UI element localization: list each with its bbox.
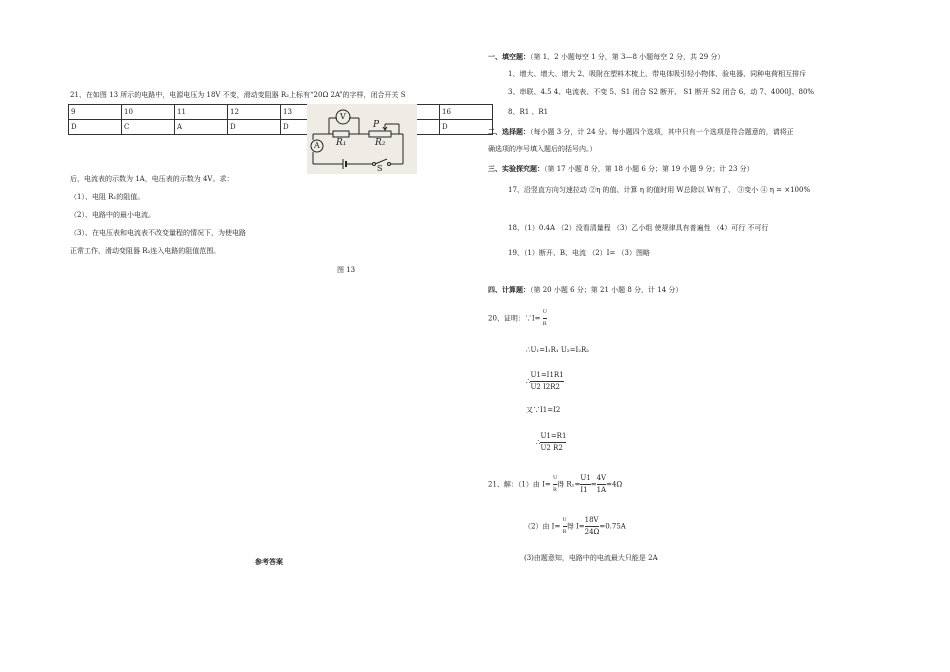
fraction-numerator: U1=I1R1 bbox=[530, 371, 563, 382]
table-cell: 11 bbox=[175, 105, 228, 120]
q20-line3 bbox=[526, 371, 564, 392]
section3-note: （第 17 小题 8 分，第 18 小题 6 分；第 19 小题 9 分；计 23 分） bbox=[544, 165, 754, 173]
fraction-denominator: 1A bbox=[596, 486, 607, 494]
fraction-denominator: R bbox=[562, 529, 567, 535]
q21-after: 后，电流表的示数为 1A，电压表的示数为 4V。求： bbox=[70, 175, 234, 183]
q18-answer: 18、（1）0.4A （2）没看清量程 （3）乙小组 使规律具有普遍性 （4）可行 不可行 bbox=[508, 224, 769, 232]
q20-line1 bbox=[488, 308, 547, 329]
section4-header bbox=[488, 285, 682, 295]
circuit-svg bbox=[307, 104, 417, 174]
q21-solution-1 bbox=[488, 474, 622, 495]
table-cell: D bbox=[228, 120, 281, 135]
slider-label: P bbox=[373, 120, 380, 130]
fraction-denominator: I1 bbox=[580, 486, 588, 494]
table-cell: 13 bbox=[281, 105, 334, 120]
section2-note2: 确选项的序号填入题后的括号内。） bbox=[488, 145, 597, 153]
answer-heading: 参考答案 bbox=[255, 557, 283, 566]
table-row bbox=[69, 120, 493, 135]
section2-header bbox=[488, 127, 794, 137]
fraction-numerator: U bbox=[563, 516, 567, 527]
section2-title: 二、选择题： bbox=[488, 127, 530, 136]
equals-sign: = bbox=[590, 480, 597, 489]
table-cell: 9 bbox=[69, 105, 122, 120]
q21-2-label: （2）由 I= bbox=[524, 522, 561, 531]
fraction-denominator: U2 I2R2 bbox=[530, 383, 560, 391]
q21-intro: 21、在如图 13 所示的电路中，电源电压为 18V 不变，滑动变阻器 R₂上标有“20Ω 2A”的字样，闭合开关 S bbox=[70, 91, 406, 99]
r1-label: R₁ bbox=[336, 138, 347, 148]
r2-label: R₂ bbox=[375, 138, 386, 148]
fraction-denominator: R bbox=[542, 321, 547, 327]
q21-solution-3: (3)由题意知，电路中的电流最大只能是 2A bbox=[524, 554, 658, 562]
u1-over-i1 bbox=[580, 474, 590, 495]
resistor-r1 bbox=[333, 131, 349, 137]
q21-part1: （1）、电阻 R₁的阻值。 bbox=[70, 193, 145, 201]
q21-2-mid: 得 I= bbox=[566, 522, 585, 531]
q21-2-result: =0.75A bbox=[599, 522, 626, 531]
fraction-numerator: U bbox=[553, 474, 557, 485]
therefore-symbol: ∴ bbox=[526, 377, 531, 386]
q21-part2: （2）、电路中的最小电流。 bbox=[70, 211, 155, 219]
fraction-numerator: U1=R1 bbox=[540, 432, 566, 443]
section4-title: 四、计算题： bbox=[488, 285, 530, 294]
section1-note: （第 1、2 小题每空 1 分，第 3—8 小题每空 2 分，共 29 分） bbox=[530, 53, 725, 61]
circuit-diagram bbox=[307, 104, 417, 174]
table-row bbox=[69, 105, 493, 120]
q19-answer: 19、（1）断开、B、电流 （2）I= （3）图略 bbox=[508, 249, 650, 257]
fraction-numerator: 4V bbox=[597, 474, 607, 485]
q20-result-fraction bbox=[540, 432, 566, 453]
q21-solution-2 bbox=[524, 516, 626, 537]
table-cell: A bbox=[175, 120, 228, 135]
table-cell: 10 bbox=[122, 105, 175, 120]
section3-header bbox=[488, 164, 754, 174]
18v-over-24ohm bbox=[585, 516, 600, 537]
section2-note: （每小题 3 分，计 24 分。每小题四个选项，其中只有一个选项是符合题意的，请将正 bbox=[530, 128, 794, 136]
q20-ratio-fraction bbox=[530, 371, 563, 392]
q21-part3a: （3）、在电压表和电流表不改变量程的情况下，为使电路 bbox=[70, 229, 246, 237]
q20-line5 bbox=[536, 432, 566, 453]
q17-answer: 17、沿竖直方向匀速拉动 ②η 的值、计算 η 的值时用 W总除以 W有了、 ③变小 ④ η = ×100% bbox=[508, 186, 811, 194]
switch-label: S bbox=[377, 164, 383, 173]
fraction-numerator: U bbox=[543, 308, 547, 319]
section1-line2: 3、串联、4.5 4、电流表、不变 5、S1 闭合 S2 断开、 S1 断开 S2 闭合 6、动 7、4000J、80% bbox=[508, 88, 815, 96]
table-cell: 16 bbox=[440, 105, 493, 120]
table-cell: D bbox=[440, 120, 493, 135]
fraction-denominator: 24Ω bbox=[584, 528, 600, 536]
voltmeter-label: V bbox=[340, 112, 346, 121]
fraction-denominator: R bbox=[552, 487, 557, 493]
figure-caption: 图 13 bbox=[337, 266, 356, 274]
fraction-numerator: U1 bbox=[580, 474, 590, 485]
table-cell: D bbox=[281, 120, 334, 135]
fraction-denominator: U2 R2 bbox=[540, 444, 563, 452]
q20-fraction bbox=[543, 308, 547, 329]
table-cell: D bbox=[69, 120, 122, 135]
q21-1-result: =4Ω bbox=[606, 480, 623, 489]
resistor-r2 bbox=[369, 131, 391, 137]
q21-1-mid: 得 R₁= bbox=[557, 480, 581, 489]
section4-note: （第 20 小题 6 分；第 21 小题 8 分，计 14 分） bbox=[530, 286, 683, 294]
therefore-symbol: ∴ bbox=[536, 438, 541, 447]
answer-table bbox=[68, 104, 493, 135]
section1-line1: 1、增大、增大、增大 2、吸附在塑料木梳上、带电体吸引轻小物体、验电器、同种电荷相互排斥 bbox=[508, 70, 807, 78]
4v-over-1a bbox=[597, 474, 607, 495]
q21-label: 21、解：（1）由 I= bbox=[488, 480, 551, 489]
table-cell: C bbox=[122, 120, 175, 135]
fraction-numerator: 18V bbox=[585, 516, 600, 527]
q20-line2: ∴U₁=I₁R₁ U₂=I₂R₂ bbox=[526, 346, 590, 354]
section1-header bbox=[488, 52, 724, 62]
q20-line4: 又∵I1=I2 bbox=[526, 406, 561, 414]
ammeter-label: A bbox=[314, 141, 320, 150]
section1-line3: 8、R1 、R1 bbox=[508, 108, 549, 116]
table-cell: 12 bbox=[228, 105, 281, 120]
q20-label: 20、证明：∵I= bbox=[488, 314, 541, 323]
section3-title: 三、实验探究题： bbox=[488, 164, 544, 173]
section1-title: 一、填空题： bbox=[488, 52, 530, 61]
q21-part3b: 正常工作，滑动变阻器 R₂连入电路的阻值范围。 bbox=[70, 247, 221, 255]
